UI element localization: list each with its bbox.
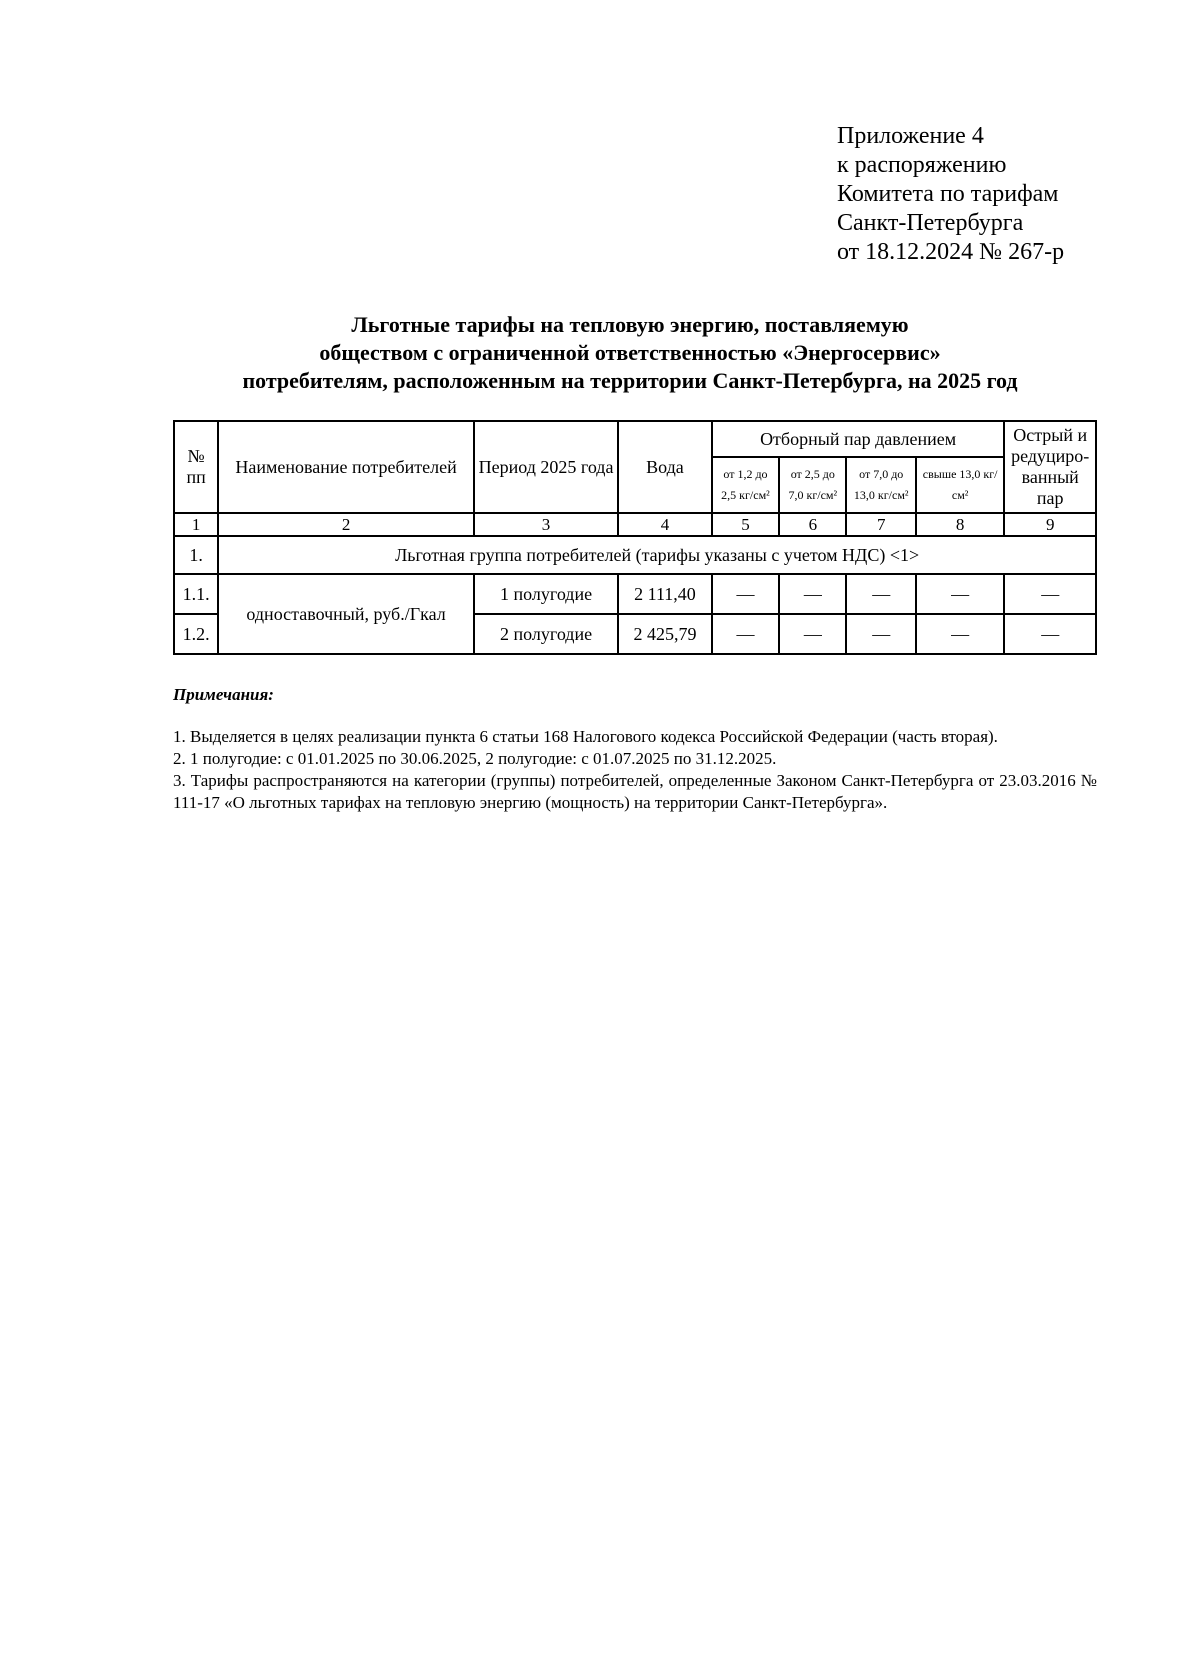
title-line: потребителям, расположенным на территории Санкт-Петербурга, на 2025 год	[242, 368, 1018, 393]
header-steam-col: от 2,5 до 7,0 кг/см²	[779, 457, 846, 513]
header-steam-col: от 1,2 до 2,5 кг/см²	[712, 457, 779, 513]
col-number: 4	[618, 513, 712, 536]
header-period: Период 2025 года	[474, 421, 618, 513]
row-value: —	[846, 574, 915, 614]
appendix-line: Санкт-Петербурга	[837, 210, 1024, 236]
row-value: —	[916, 574, 1004, 614]
header-water: Вода	[618, 421, 712, 513]
header-name: Наименование потребителей	[218, 421, 474, 513]
col-number: 7	[846, 513, 915, 536]
row-value: —	[1004, 574, 1096, 614]
title-line: обществом с ограниченной ответственностью «Энергосервис»	[319, 340, 941, 365]
header-steam-col: от 7,0 до 13,0 кг/см²	[846, 457, 915, 513]
row-water-tariff: 2 425,79	[618, 614, 712, 654]
appendix-line: Комитета по тарифам	[837, 181, 1059, 207]
col-number: 1	[174, 513, 218, 536]
group-label: Льготная группа потребителей (тарифы указаны с учетом НДС) <1>	[218, 536, 1096, 574]
col-number: 6	[779, 513, 846, 536]
row-number: 1.1.	[174, 574, 218, 614]
notes	[173, 726, 1097, 814]
appendix-line: к распоряжению	[837, 152, 1007, 178]
consumer-name: одноставочный, руб./Гкал	[218, 574, 474, 654]
col-number: 5	[712, 513, 779, 536]
row-value: —	[712, 614, 779, 654]
row-value: —	[779, 574, 846, 614]
row-period: 2 полугодие	[474, 614, 618, 654]
title-line: Льготные тарифы на тепловую энергию, поставляемую	[351, 312, 909, 337]
group-number: 1.	[174, 536, 218, 574]
col-number: 9	[1004, 513, 1096, 536]
row-value: —	[712, 574, 779, 614]
tariff-table	[173, 420, 1097, 655]
header-sharp-steam: Острый и редуциро-ванный пар	[1004, 421, 1096, 513]
row-value: —	[846, 614, 915, 654]
row-value: —	[1004, 614, 1096, 654]
header-no: № пп	[174, 421, 218, 513]
col-number: 3	[474, 513, 618, 536]
row-value: —	[779, 614, 846, 654]
row-water-tariff: 2 111,40	[618, 574, 712, 614]
header-steam-group: Отборный пар давлением	[712, 421, 1005, 457]
col-number: 8	[916, 513, 1004, 536]
appendix-line: от 18.12.2024 № 267-р	[837, 239, 1065, 265]
header-steam-col: свыше 13,0 кг/см²	[916, 457, 1004, 513]
document-title	[170, 311, 1090, 395]
note-item: 1. Выделяется в целях реализации пункта 6 статьи 168 Налогового кодекса Российской Федерации (часть вторая).	[173, 727, 998, 746]
note-item: 3. Тарифы распространяются на категории (группы) потребителей, определенные Законом Санкт-Петербурга от 23.03.2016 № 111-17 «О льготных тарифах на тепловую энергию (мощность) на территории Санкт-Петербурга».	[173, 771, 1097, 812]
appendix-line: Приложение 4	[837, 123, 984, 149]
table-row	[174, 574, 1096, 614]
row-period: 1 полугодие	[474, 574, 618, 614]
row-number: 1.2.	[174, 614, 218, 654]
row-value: —	[916, 614, 1004, 654]
notes-title: Примечания:	[173, 685, 274, 704]
col-number: 2	[218, 513, 474, 536]
appendix-header	[837, 122, 1064, 267]
note-item: 2. 1 полугодие: с 01.01.2025 по 30.06.2025, 2 полугодие: с 01.07.2025 по 31.12.2025.	[173, 749, 777, 768]
